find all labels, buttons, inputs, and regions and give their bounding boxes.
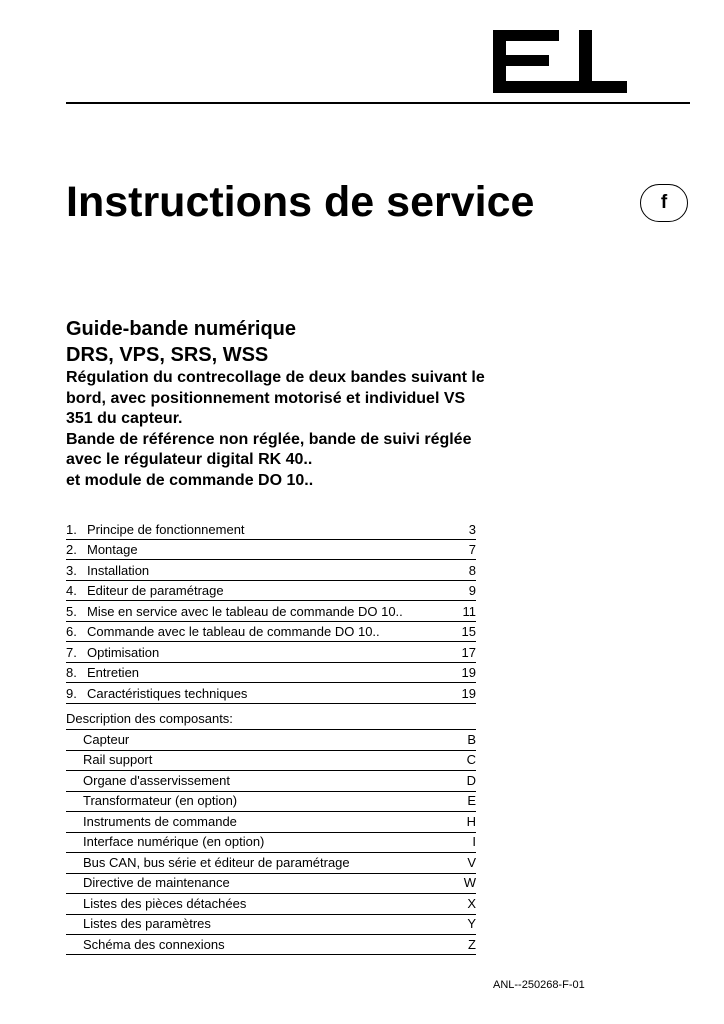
language-badge: f: [640, 184, 688, 222]
component-entry: [66, 791, 476, 811]
component-entry: [66, 770, 476, 790]
toc-entry: [66, 602, 476, 622]
component-entry: [66, 852, 476, 872]
component-label: Capteur: [83, 731, 130, 747]
toc-entry: [66, 623, 476, 643]
component-entry: [66, 729, 476, 749]
el-logo: [493, 30, 627, 93]
component-entry: [66, 832, 476, 852]
toc-label: Montage: [87, 542, 138, 558]
component-code: Z: [468, 936, 476, 952]
toc-entry: [66, 541, 476, 561]
component-label: Transformateur (en option): [83, 793, 238, 809]
subtitle-description: Régulation du contrecollage de deux bandes suivant le bord, avec positionnement motorisé et individuel VS 351 du capteur.: [66, 369, 485, 427]
toc-page: 17: [461, 644, 476, 660]
toc-label: Optimisation: [87, 644, 160, 660]
toc-number: 1.: [66, 521, 77, 537]
component-entry: [66, 914, 476, 934]
toc-entry: [66, 684, 476, 704]
toc-number: 2.: [66, 542, 77, 558]
component-code: D: [466, 772, 476, 788]
toc-number: 9.: [66, 685, 77, 701]
toc-page: 8: [468, 562, 476, 578]
subtitle-regulator: avec le régulateur digital RK 40..: [66, 451, 313, 468]
toc-entry: [66, 664, 476, 684]
component-entry: [66, 873, 476, 893]
component-entry: [66, 811, 476, 831]
component-label: Schéma des connexions: [83, 936, 225, 952]
toc-page: 15: [461, 624, 476, 640]
component-label: Directive de maintenance: [83, 875, 230, 891]
toc-page: 19: [461, 665, 476, 681]
document-title: Instructions de service: [66, 178, 535, 226]
component-label: Instruments de commande: [83, 813, 237, 829]
subtitle-reference: Bande de référence non réglée, bande de suivi réglée: [66, 430, 472, 448]
components-heading: Description des composants:: [66, 711, 233, 726]
toc-number: 3.: [66, 562, 77, 578]
component-code: X: [467, 895, 476, 911]
document-subtitle: [66, 316, 486, 491]
toc-number: 5.: [66, 603, 77, 619]
toc-page: 7: [468, 542, 476, 558]
subtitle-models: DRS, VPS, SRS, WSS: [66, 344, 269, 366]
component-label: Organe d'asservissement: [83, 772, 230, 788]
component-entry: [66, 893, 476, 913]
toc-number: 7.: [66, 644, 77, 660]
toc-number: 4.: [66, 583, 77, 599]
toc-label: Installation: [87, 562, 150, 578]
toc-page: 19: [461, 685, 476, 701]
component-entry: [66, 750, 476, 770]
component-label: Listes des pièces détachées: [83, 895, 247, 911]
component-code: V: [467, 854, 476, 870]
component-code: B: [467, 731, 476, 747]
toc-page: 3: [468, 521, 476, 537]
component-code: W: [463, 875, 476, 891]
toc-page: 11: [462, 603, 476, 619]
header-rule: [66, 102, 690, 104]
toc-entry: [66, 520, 476, 540]
component-label: Listes des paramètres: [83, 916, 211, 932]
component-label: Interface numérique (en option): [83, 834, 265, 850]
components-list: [66, 728, 476, 955]
component-code: I: [472, 834, 476, 850]
toc-label: Editeur de paramétrage: [87, 583, 224, 599]
toc-entry: [66, 582, 476, 602]
toc-label: Commande avec le tableau de commande DO 10..: [87, 624, 380, 640]
toc-number: 6.: [66, 624, 77, 640]
component-code: C: [466, 752, 476, 768]
toc-label: Principe de fonctionnement: [87, 521, 245, 537]
component-code: H: [466, 813, 476, 829]
subtitle-product: Guide-bande numérique: [66, 318, 297, 340]
component-label: Bus CAN, bus série et éditeur de paramétrage: [83, 854, 350, 870]
toc-label: Entretien: [87, 665, 140, 681]
toc-label: Caractéristiques techniques: [87, 685, 248, 701]
component-code: Y: [467, 916, 476, 932]
component-code: E: [467, 793, 476, 809]
component-entry: [66, 934, 476, 955]
document-number: ANL--250268-F-01: [493, 979, 585, 991]
table-of-contents: [66, 520, 476, 705]
toc-number: 8.: [66, 665, 77, 681]
toc-page: 9: [468, 583, 476, 599]
subtitle-module: et module de commande DO 10..: [66, 471, 314, 489]
toc-entry: [66, 643, 476, 663]
toc-entry: [66, 561, 476, 581]
component-label: Rail support: [83, 752, 153, 768]
toc-label: Mise en service avec le tableau de commande DO 10..: [87, 603, 403, 619]
